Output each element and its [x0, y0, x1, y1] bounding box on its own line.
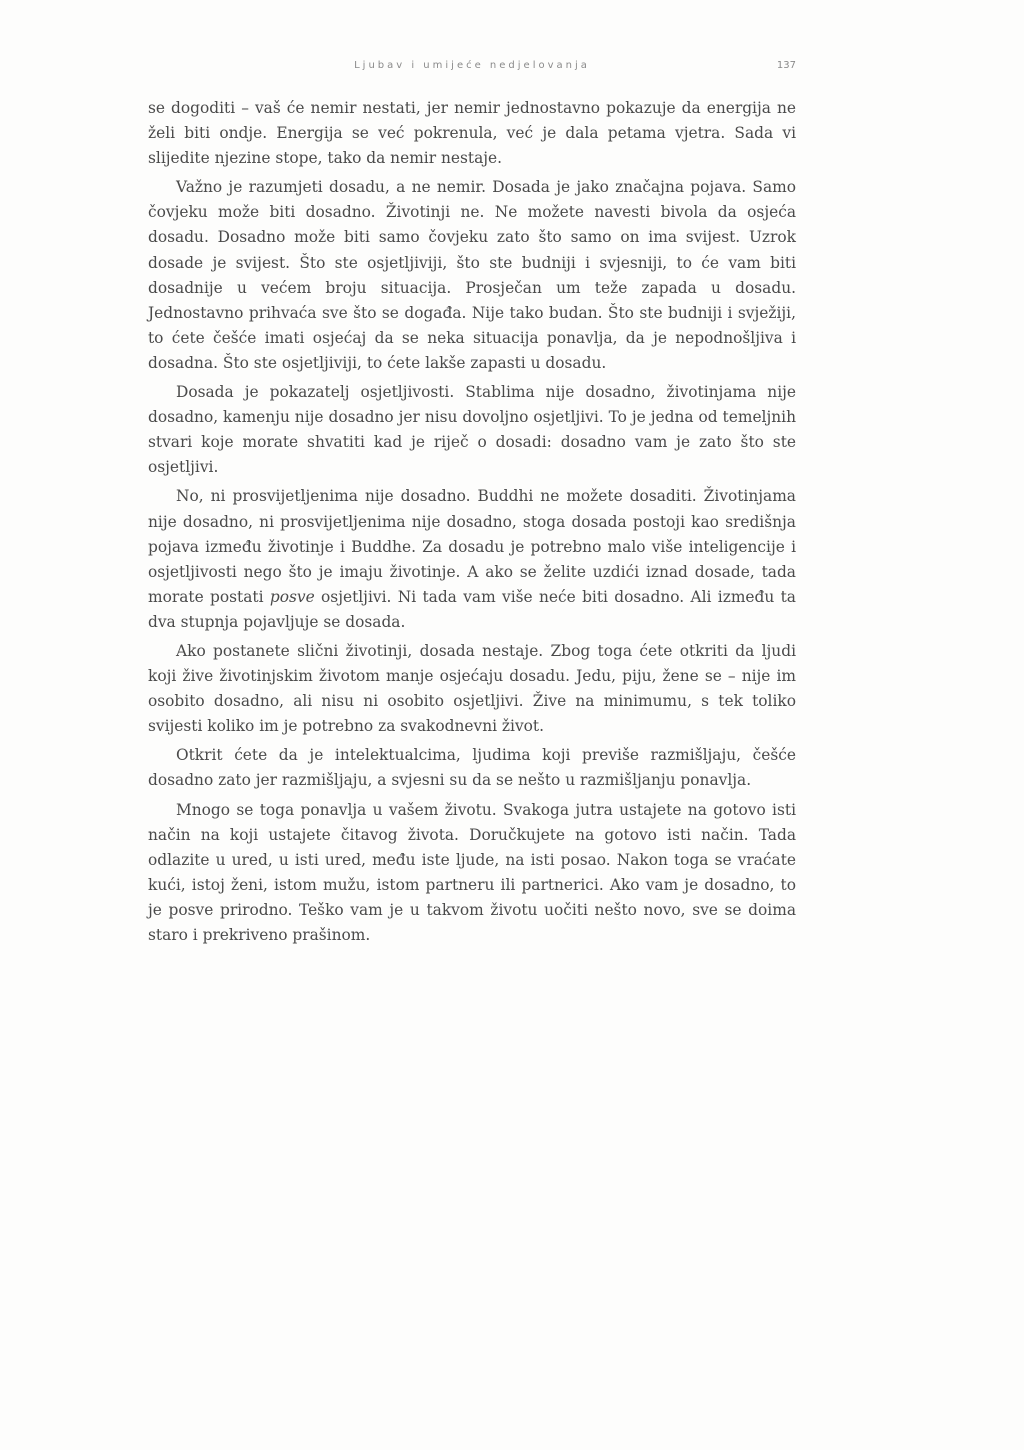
paragraph-3: Dosada je pokazatelj osjetljivosti. Stablima nije dosadno, životinjama nije dosadno, kamenju nije dosadno jer nisu dovoljno osjetljivi. To je jedna od temeljnih stvari koje morate shvatiti kad je riječ o dosadi: dosadno vam je zato što ste osjetljivi. — [148, 383, 796, 477]
paragraph-4-text-after: osjetljivi. Ni tada vam više neće biti dosadno. Ali između ta dva stupnja pojavljuje se dosada. — [148, 587, 796, 631]
chapter-title: Ljubav i umijeće nedjelovanja — [354, 60, 590, 71]
running-header — [148, 60, 796, 78]
paragraph-1: se dogoditi – vaš će nemir nestati, jer nemir jednostavno pokazuje da energija ne želi biti ondje. Energija se već pokrenula, već je dala petama vjetra. Sada vi slijedite njezine stope, tako da nemir nestaje. — [148, 99, 796, 168]
page-number: 137 — [776, 60, 796, 71]
paragraph-4-text-before: No, ni prosvijetljenima nije dosadno. Buddhi ne možete dosaditi. Životinjama nije dosadno, ni prosvijetljenima nije dosadno, stoga dosada postoji kao središnja pojava između životinje i Buddhe. Za dosadu je potrebno malo više inteligencije i osjetljivosti nego što je imaju životinje. A ako se želite uzdići iznad dosade, tada morate postati — [148, 487, 796, 606]
paragraph-6: Otkrit ćete da je intelektualcima, ljudima koji previše razmišljaju, češće dosadno zato jer razmišljaju, a svjesni su da se nešto u razmišljanju ponavlja. — [148, 746, 796, 790]
emphasis-word: posve — [269, 587, 315, 606]
paragraph-7: Mnogo se toga ponavlja u vašem životu. Svakoga jutra ustajete na gotovo isti način na koji ustajete čitavog života. Doručkujete na gotovo isti način. Tada odlazite u ured, u isti ured, među iste ljude, na isti posao. Nakon toga se vraćate kući, istoj ženi, istom mužu, istom partneru ili partnerici. Ako vam je dosadno, to je posve prirodno. Teško vam je u takvom životu uočiti nešto novo, sve se doima staro i prekriveno prašinom. — [148, 800, 796, 944]
paragraph-2: Važno je razumjeti dosadu, a ne nemir. Dosada je jako značajna pojava. Samo čovjeku može biti dosadno. Životinji ne. Ne možete navesti bivola da osjeća dosadu. Dosadno može biti samo čovjeku zato što samo on ima svijest. Uzrok dosade je svijest. Što ste osjetljiviji, što ste budniji i svjesniji, to će vam biti dosadnije u većem broju situacija. Prosječan um teže zapada u dosadu. Jednostavno prihvaća sve što se događa. Nije tako budan. Što ste budniji i svježiji, to ćete češće imati osjećaj da se neka situacija ponavlja, da je nepodnošljiva i dosadna. Što ste osjetljiviji, to ćete lakše zapasti u dosadu. — [148, 178, 796, 372]
paragraph-5: Ako postanete slični životinji, dosada nestaje. Zbog toga ćete otkriti da ljudi koji žive životinjskim životom manje osjećaju dosadu. Jedu, piju, žene se – nije im osobito dosadno, ali nisu ni osobito osjetljivi. Žive na minimumu, s tek toliko svijesti koliko im je potrebno za svakodnevni život. — [148, 641, 796, 736]
paragraph-4 — [148, 484, 796, 635]
body-text — [148, 96, 796, 952]
